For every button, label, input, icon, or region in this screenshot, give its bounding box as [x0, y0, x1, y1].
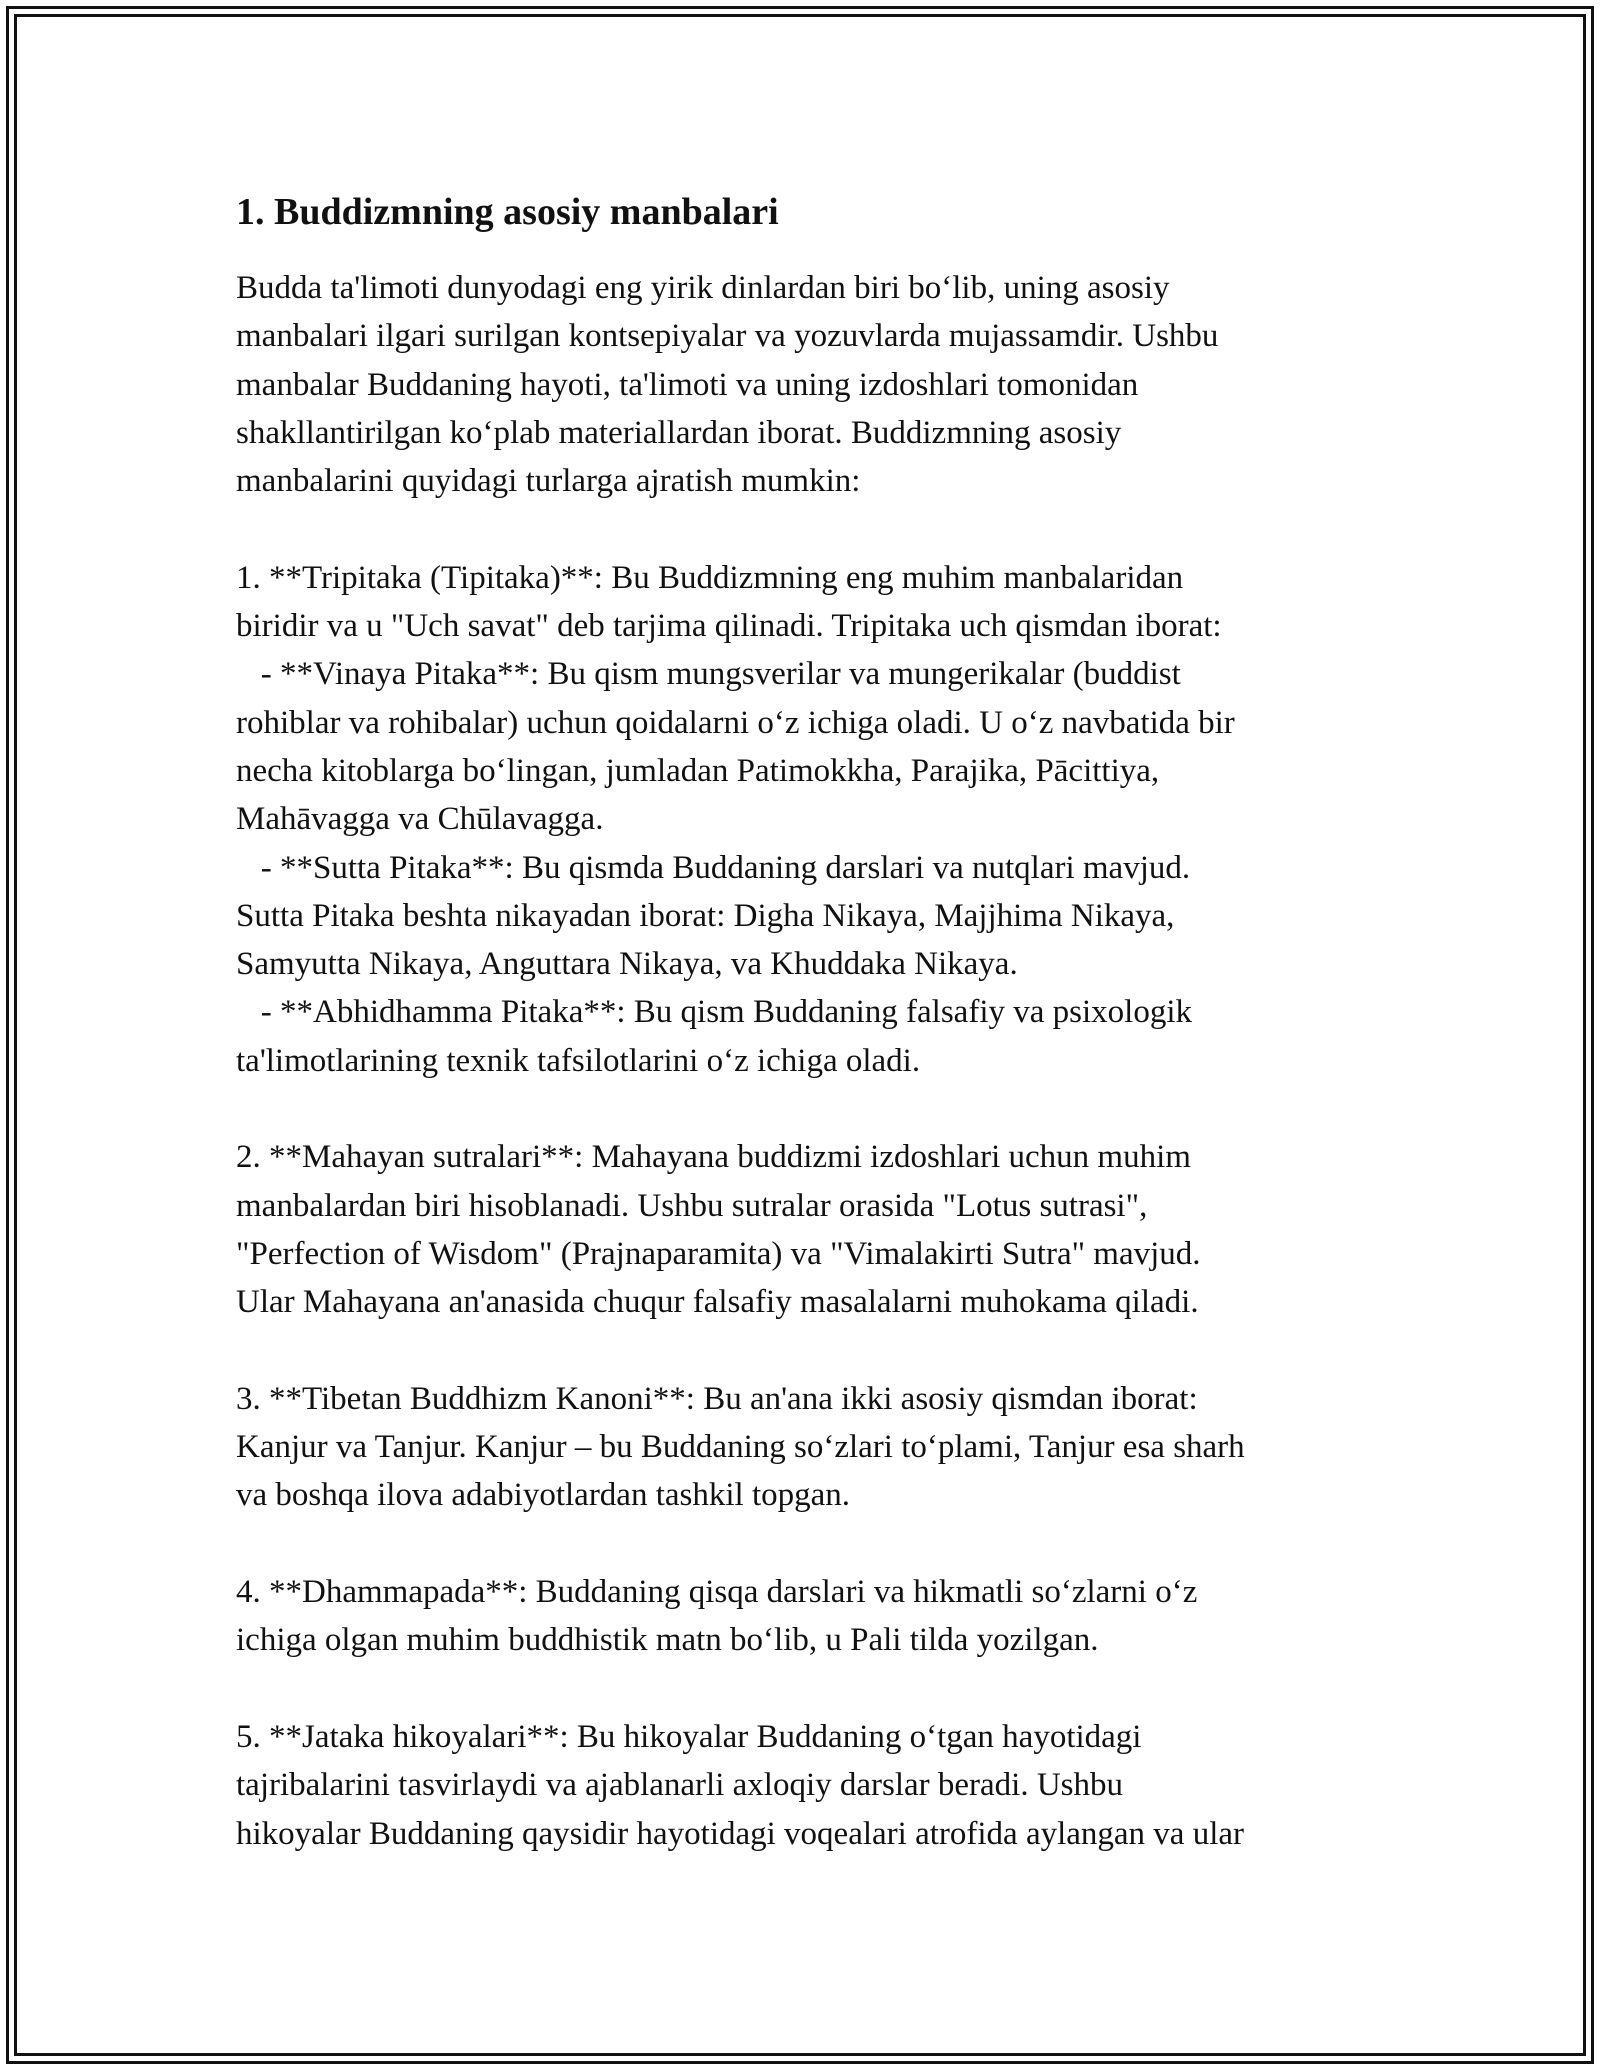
document-content: [236, 188, 1386, 1858]
document-body: Budda ta'limoti dunyodagi eng yirik dinlardan biri bo‘lib, uning asosiy manbalari ilgari surilgan kontsepiyalar va yozuvlarda mujassamdir. Ushbu manbalar Buddaning hayoti, ta'limoti va uning izdoshlari tomonidan shakllantirilgan ko‘plab materiallardan iborat. Buddizmning asosiy manbalarini quyidagi turlarga ajratish mumkin: 1. **Tripitaka (Tipitaka)**: Bu Buddizmning eng muhim manbalaridan biridir va u "Uch savat" deb tarjima qilinadi. Tripitaka uch qismdan iborat: - **Vinaya Pitaka**: Bu qism mungsverilar va mungerikalar (buddist rohiblar va rohibalar) uchun qoidalarni o‘z ichiga oladi. U o‘z navbatida bir necha kitoblarga bo‘lingan, jumladan Patimokkha, Parajika, Pācittiya, Mahāvagga va Chūlavagga. - **Sutta Pitaka**: Bu qismda Buddaning darslari va nutqlari mavjud. Sutta Pitaka beshta nikayadan iborat: Digha Nikaya, Majjhima Nikaya, Samyutta Nikaya, Anguttara Nikaya, va Khuddaka Nikaya. - **Abhidhamma Pitaka**: Bu qism Buddaning falsafiy va psixologik ta'limotlarining texnik tafsilotlarini o‘z ichiga oladi. 2. **Mahayan sutralari**: Mahayana buddizmi izdoshlari uchun muhim manbalardan biri hisoblanadi. Ushbu sutralar orasida "Lotus sutrasi", "Perfection of Wisdom" (Prajnaparamita) va "Vimalakirti Sutra" mavjud. Ular Mahayana an'anasida chuqur falsafiy masalalarni muhokama qiladi. 3. **Tibetan Buddhizm Kanoni**: Bu an'ana ikki asosiy qismdan iborat: Kanjur va Tanjur. Kanjur – bu Buddaning so‘zlari to‘plami, Tanjur esa sharh va boshqa ilova adabiyotlardan tashkil topgan. 4. **Dhammapada**: Buddaning qisqa darslari va hikmatli so‘zlarni o‘z ichiga olgan muhim buddhistik matn bo‘lib, u Pali tilda yozilgan. 5. **Jataka hikoyalari**: Bu hikoyalar Buddaning o‘tgan hayotidagi tajribalarini tasvirlaydi va ajablanarli axloqiy darslar beradi. Ushbu hikoyalar Buddaning qaysidir hayotidagi voqealari atrofida aylangan va ular: [236, 270, 1245, 1852]
document-title: 1. Buddizmning asosiy manbalari: [236, 191, 779, 233]
